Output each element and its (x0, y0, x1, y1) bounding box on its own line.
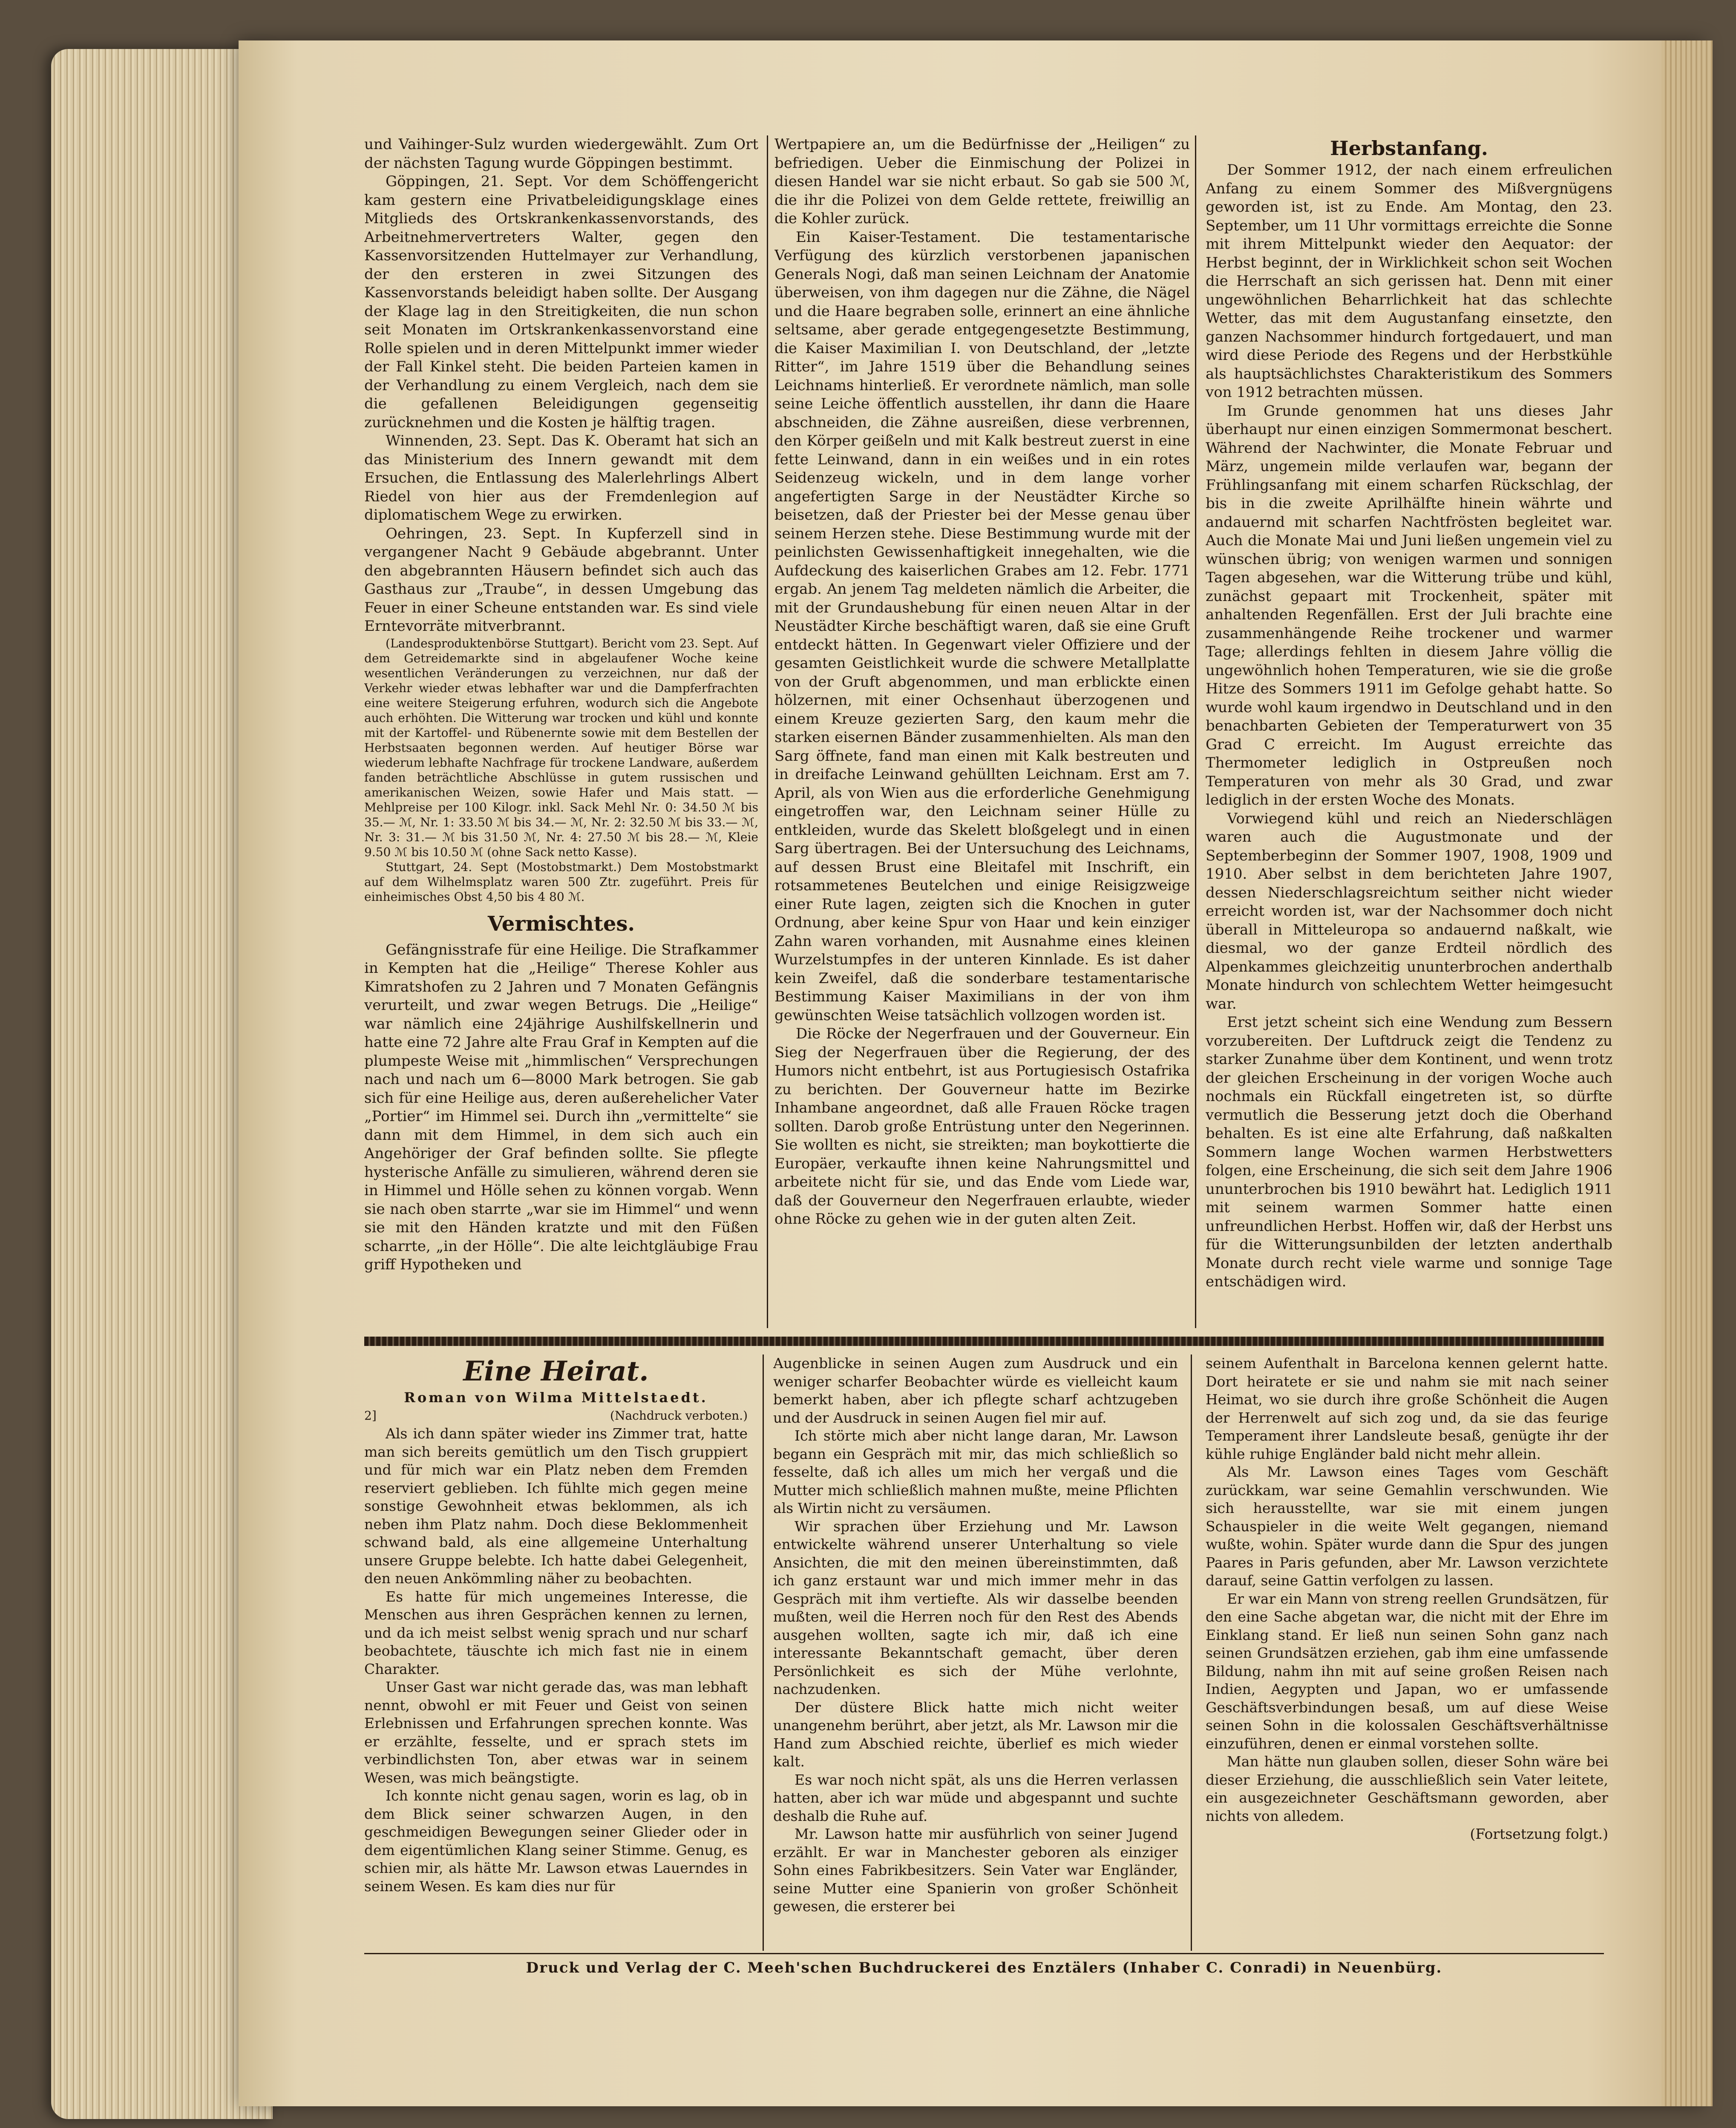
paragraph: Er war ein Mann von streng reellen Grundsätzen, für den eine Sache abgetan war, die nicht mit der Ehre im Einklang stand. Er ließ nun seinen Sohn ganz nach seinen Grundsätzen erziehen, gab ihm eine umfassende Bildung, nahm ihn mit auf seine großen Reisen nach Indien, Aegypten und Japan, wo er umfassende Geschäftsverbindungen besaß, um auf diese Weise seinen Sohn in die kolossalen Geschäftsverhältnisse einzuführen, denen er einmal vorstehen sollte. (1206, 1590, 1608, 1752)
paragraph: Es war noch nicht spät, als uns die Herren verlassen hatten, aber ich war müde und abgespannt und suchte deshalb die Ruhe auf. (773, 1771, 1178, 1824)
installment-number: 2] (364, 1408, 377, 1423)
reprint-notice: (Nachdruck verboten.) (610, 1408, 748, 1423)
section-heading-herbstanfang: Herbstanfang. (1330, 137, 1488, 160)
imprint-footer: Druck und Verlag der C. Meeh'schen Buchdruckerei des Enztälers (Inhaber C. Conradi) in Neuenbürg. (526, 1959, 1442, 1976)
section-heading-vermischtes: Vermischtes. (487, 912, 635, 936)
novel-column-1 (364, 1354, 748, 1951)
column-divider (1191, 1354, 1192, 1951)
paragraph: Augenblicke in seinen Augen zum Ausdruck und ein weniger scharfer Beobachter würde es vielleicht kaum bemerkt haben, aber ich pflegte scharf achtzugeben und der Ausdruck in seinen Augen fiel mir auf. (773, 1355, 1178, 1426)
right-page-edge (1661, 40, 1713, 2106)
continuation-notice: (Fortsetzung folgt.) (1470, 1826, 1608, 1842)
section-separator (364, 1337, 1604, 1346)
column-divider (1195, 135, 1196, 1328)
column-1 (364, 135, 758, 1328)
column-divider (763, 1354, 764, 1951)
column-divider (767, 135, 768, 1328)
paragraph: Erst jetzt scheint sich eine Wendung zum Bessern vorzubereiten. Der Luftdruck zeigt die Tendenz zu starker Zunahme über dem Kontinent, und wenn trotz der gleichen Erscheinung in der vorigen Woche auch nochmals ein Rückfall eingetreten ist, so dürfte vermutlich die Besserung jetzt doch die Oberhand behalten. Es ist eine alte Erfahrung, daß naßkalten Sommern lange Wochen warmen Herbstwetters folgen, eine Erscheinung, die sich seit dem Jahre 1906 ununterbrochen bis 1910 bewährt hat. Lediglich 1911 mit seinem warmen Sommer hatte einen unfreundlichen Herbst. Hoffen wir, daß der Herbst uns für die Witterungsunbilden der letzten anderthalb Monate durch recht viele warme und sonnige Tage entschädigen wird. (1206, 1014, 1612, 1290)
story-negerfrauen: Die Röcke der Negerfrauen und der Gouverneur. Ein Sieg der Negerfrauen über die Regierung, der des Humors nicht entbehrt, ist aus Portugiesisch Ostafrika zu berichten. Der Gouverneur hatte im Bezirke Inhambane angeordnet, daß alle Frauen Röcke tragen sollten. Darob große Entrüstung unter den Negerinnen. Sie wollten es nicht, sie streikten; man boykottierte die Europäer, verkaufte ihnen keine Nahrungsmittel und arbeitete nicht für sie, und das Ende vom Liede war, daß der Gouverneur den Negerfrauen erlaubte, wieder ohne Röcke zu gehen wie in der guten alten Zeit. (774, 1025, 1190, 1228)
novel-title: Eine Heirat. (463, 1355, 649, 1387)
column-3 (1206, 135, 1612, 1328)
paragraph: Ich konnte nicht genau sagen, worin es lag, ob in dem Blick seiner schwarzen Augen, in den geschmeidigen Bewegungen seiner Glieder oder in dem eigentümlichen Klang seiner Stimme. Genug, es schien mir, als hätte Mr. Lawson etwas Lauerndes in seinem Wesen. Es kam dies nur für (364, 1787, 748, 1895)
footer-rule (364, 1953, 1604, 1954)
market-report-stuttgart: Stuttgart, 24. Sept (Mostobstmarkt.) Dem Mostobstmarkt auf dem Wilhelmsplatz waren 500 Ztr. zugeführt. Preis für einheimisches Obst 4,50 bis 4 80 ℳ. (364, 860, 758, 904)
paragraph: Wir sprachen über Erziehung und Mr. Lawson entwickelte während unserer Unterhaltung so viele Ansichten, die mit den meinen übereinstimmten, daß ich ganz erstaunt war und mich immer mehr in das Gespräch mit ihm vertiefte. Als wir dasselbe beenden mußten, weil die Herren noch für den Rest des Abends ausgehen wollten, sagte ich mir, daß ich eine interessante Bekanntschaft gemacht, über deren Persönlichkeit es sich der Mühe verlohnte, nachzudenken. (773, 1518, 1178, 1697)
news-item-oehringen: Oehringen, 23. Sept. In Kupferzell sind in vergangener Nacht 9 Gebäude abgebrannt. Unter den abgebrannten Häusern befindet sich auch das Gasthaus zur „Traube“, in dessen Umgebung das Feuer in einer Scheune entstanden war. Es sind viele Erntevorräte mitverbrannt. (364, 525, 758, 635)
paragraph: Als ich dann später wieder ins Zimmer trat, hatte man sich bereits gemütlich um den Tisch gruppiert und für mich war ein Platz neben dem Fremden reserviert geblieben. Ich fühlte mich gegen meine sonstige Gewohnheit etwas beklommen, als ich neben ihm Platz nahm. Doch diese Beklommenheit schwand bald, als eine allgemeine Unterhaltung unsere Gruppe belebte. Ich hatte dabei Gelegenheit, den neuen Ankömmling näher zu beobachten. (364, 1425, 748, 1587)
paragraph: Es hatte für mich ungemeines Interesse, die Menschen aus ihren Gesprächen kennen zu lernen, und da ich meist selbst wenig sprach und nur scharf beobachtete, täuschte ich mich fast nie in einem Charakter. (364, 1588, 748, 1677)
paragraph: Man hätte nun glauben sollen, dieser Sohn wäre bei dieser Erziehung, die ausschließlich sein Vater leitete, ein ausgezeichneter Geschäftsmann geworden, aber nichts von alledem. (1206, 1753, 1608, 1824)
story-kaiser-testament: Ein Kaiser-Testament. Die testamentarische Verfügung des kürzlich verstorbenen japanischen Generals Nogi, daß man seinen Leichnam der Anatomie überweisen, von ihm dagegen nur die Zähne, die Nägel und die Haare begraben solle, erinnert an eine ähnliche seltsame, aber gerade entgegengesetzte Bestimmung, die Kaiser Maximilian I. von Deutschland, der „letzte Ritter“, im Jahre 1519 über die Behandlung seines Leichnams hinterließ. Er verordnete nämlich, man solle seine Leiche öffentlich ausstellen, ihr dann die Haare abschneiden, die Zähne ausreißen, diese verbrennen, den Körper geißeln und mit Kalk bestreut zuerst in eine fette Leinwand, dann in ein weißes und in ein rotes Seidenzeug wickeln, und in dem lange vorher angefertigten Sarge in der Neustädter Kirche so beisetzen, daß der Priester bei der Messe genau über seinem Herzen stehe. Diese Bestimmung wurde mit der peinlichsten Gewissenhaftigkeit innegehalten, wie die Aufdeckung des kaiserlichen Grabes am 12. Febr. 1771 ergab. An jenem Tag meldeten nämlich die Arbeiter, die mit der Grundaushebung für einen neuen Altar in der Neustädter Kirche beschäftigt waren, daß sie eine Gruft entdeckt hätten. In Gegenwart vieler Offiziere und der gesamten Geistlichkeit wurde die schwere Metallplatte von der Gruft abgenommen, und man erblickte einen hölzernen, mit einer Ochsenhaut überzogenen und einem Kreuze gezierten Sarg, den kaum mehr die starken eisernen Bänder zusammenhielten. Als man den Sarg öffnete, fand man einen mit Kalk bestreuten und in dreifache Leinwand gehüllten Leichnam. Erst am 7. April, als von Wien aus die erforderliche Genehmigung eingetroffen war, den Leichnam seiner Hülle zu entkleiden, wurde das Skelett bloßgelegt und in einen Sarg übertragen. Bei der Untersuchung des Leichnams, auf dessen Brust eine Bleitafel mit Inschrift, ein rotsammetenes Beutelchen und einige Reisigzweige einer Rute lagen, zeigten sich die Knochen in guter Ordnung, aber keine Spur von Haar und kein einziger Zahn waren vorhanden, mit Ausnahme eines kleinen Wurzelstumpfes in der unteren Kinnlade. Es ist daher kein Zweifel, daß die sonderbare testamentarische Bestimmung Kaiser Maximilians in der von ihm gewünschten Weise tatsächlich vollzogen worden ist. (774, 228, 1190, 1024)
paragraph: Im Grunde genommen hat uns dieses Jahr überhaupt nur einen einzigen Sommermonat beschert. Während der Nachwinter, die Monate Februar und März, ungemein milde verlaufen war, begann der Frühlingsanfang mit einem scharfen Rückschlag, der bis in die zweite Aprilhälfte hinein währte und andauernd mit scharfen Nachtfrösten begleitet war. Auch die Monate Mai und Juni ließen ungemein viel zu wünschen übrig; von wenigen warmen und sonnigen Tagen abgesehen, war die Witterung trübe und kühl, zunächst gepaart mit Trockenheit, später mit anhaltenden Regenfällen. Erst der Juli brachte eine zusammenhängende Reihe trockener und warmer Tage; allerdings fehlten in diesem Jahre völlig die ungewöhnlich hohen Temperaturen, wie sie die große Hitze des Sommers 1911 im Gefolge gehabt hatte. So wurde wohl kaum irgendwo in Deutschland und in den benachbarten Gebieten der Temperaturwert von 35 Grad C erreicht. Im August erreichte das Thermometer lediglich in Ostpreußen noch Temperaturen von mehr als 30 Grad, und zwar lediglich in der ersten Woche des Monats. (1206, 402, 1612, 808)
paragraph: Der Sommer 1912, der nach einem erfreulichen Anfang zu einem Sommer des Mißvergnügens geworden ist, ist zu Ende. Am Montag, den 23. September, um 11 Uhr vormittags erreichte die Sonne mit ihrem Mittelpunkt wieder den Aequator: der Herbst beginnt, der in Wirklichkeit schon seit Wochen die Herrschaft an sich gerissen hat. Denn mit einer ungewöhnlichen Beharrlichkeit hat das schlechte Wetter, das mit dem Augustanfang einsetzte, den ganzen Nachsommer hindurch fortgedauert, und man wird diese Periode des Regens und der Herbstkühle als hauptsächlichstes Charakteristikum des Sommers von 1912 betrachten müssen. (1206, 161, 1612, 401)
novel-subtitle: Roman von Wilma Mittelstaedt. (404, 1389, 708, 1406)
novel-column-3 (1206, 1354, 1608, 1951)
paragraph: Vorwiegend kühl und reich an Niederschlägen waren auch die Augustmonate und der Septemberbeginn der Sommer 1907, 1908, 1909 und 1910. Aber selbst in dem berichteten Jahre 1907, dessen Niederschlagsreichtum seither nicht wieder erreicht worden ist, war der Nachsommer doch nicht überall in Mitteleuropa so andauernd naßkalt, wie diesmal, wo der ganze Erdteil nördlich des Alpenkammes gleichzeitig ununterbrochen anderthalb Monate hindurch von schlechtem Wetter heimgesucht war. (1206, 810, 1612, 1012)
novel-column-2 (773, 1354, 1178, 1951)
paragraph: Der düstere Blick hatte mich nicht weiter unangenehm berührt, aber jetzt, als Mr. Lawson mir die Hand zum Abschied reichte, überlief es mich wieder kalt. (773, 1699, 1178, 1770)
paragraph: Unser Gast war nicht gerade das, was man lebhaft nennt, obwohl er mit Feuer und Geist von seinen Erlebnissen und Erfahrungen sprechen konnte. Was er erzählte, fesselte, und er sprach stets im verbindlichsten Ton, aber etwas war in seinem Wesen, was mich beängstigte. (364, 1679, 748, 1786)
news-item-winnenden: Winnenden, 23. Sept. Das K. Oberamt hat sich an das Ministerium des Innern gewandt mit dem Ersuchen, die Entlassung des Malerlehrlings Albert Riedel von hier aus der Fremdenlegion auf diplomatischem Wege zu erwirken. (364, 432, 758, 523)
paragraph: und Vaihinger-Sulz wurden wiedergewählt. Zum Ort der nächsten Tagung wurde Göppingen bestimmt. (364, 136, 758, 172)
paragraph: Als Mr. Lawson eines Tages vom Geschäft zurückkam, war seine Gemahlin verschwunden. Wie sich herausstellte, war sie mit einem jungen Schauspieler in die weite Welt gegangen, niemand wußte, wohin. Später wurde dann die Spur des jungen Paares in Paris gefunden, aber Mr. Lawson verzichtete darauf, seine Gattin verfolgen zu lassen. (1206, 1464, 1608, 1589)
paragraph: seinem Aufenthalt in Barcelona kennen gelernt hatte. Dort heiratete er sie und nahm sie mit nach seiner Heimat, wo sie durch ihre große Schönheit die Augen der Herrenwelt auf sich zog und, da sie das feurige Temperament ihrer Landsleute besaß, genügte ihr der kühle ruhige Engländer bald nicht mehr allein. (1206, 1355, 1608, 1462)
paragraph: Ich störte mich aber nicht lange daran, Mr. Lawson begann ein Gespräch mit mir, das mich schließlich so fesselte, daß ich alles um mich her vergaß und die Mutter mich schließlich mahnen mußte, meine Pflichten als Wirtin nicht zu versäumen. (773, 1427, 1178, 1516)
paragraph: Mr. Lawson hatte mir ausführlich von seiner Jugend erzählt. Er war in Manchester geboren als einziger Sohn eines Fabrikbesitzers. Sein Vater war Engländer, seine Mutter eine Spanierin von großer Schönheit gewesen, die ersterer bei (773, 1826, 1178, 1915)
news-item-goeppingen: Göppingen, 21. Sept. Vor dem Schöffengericht kam gestern eine Privatbeleidigungsklage eines Mitglieds des Ortskrankenkassenvorstands, des Arbeitnehmervertreters Walter, gegen den Kassenvorsitzenden Huttelmayer zur Verhandlung, der den ersteren in zwei Sitzungen des Kassenvorstands beleidigt haben sollte. Der Ausgang der Klage lag in den Streitigkeiten, die nun schon seit Monaten im Ortskrankenkassenvorstand eine Rolle spielen und in deren Mittelpunkt immer wieder der Fall Kinkel steht. Die beiden Parteien kamen in der Verhandlung zu einem Vergleich, nach dem sie die gefallenen Beleidigungen gegenseitig zurücknehmen und die Kosten je hälftig tragen. (364, 173, 758, 431)
column-2 (774, 135, 1190, 1328)
paragraph: Wertpapiere an, um die Bedürfnisse der „Heiligen“ zu befriedigen. Ueber die Einmischung der Polizei in diesen Handel war sie nicht erbaut. So gab sie 500 ℳ, die ihr die Polizei von dem Gelde rettete, freiwillig an die Kohler zurück. (774, 136, 1190, 227)
market-report: (Landesproduktenbörse Stuttgart). Bericht vom 23. Sept. Auf dem Getreidemarkte sind in abgelaufener Woche keine wesentlichen Veränderungen zu verzeichnen, nur daß der Verkehr wieder etwas lebhafter war und die Dampferfrachten eine weitere Steigerung erfuhren, wodurch sich die Angebote auch erhöhten. Die Witterung war trocken und kühl und konnte mit der Kartoffel- und Rübenernte sowie mit dem Bestellen der Herbstsaaten begonnen werden. Auf heutiger Börse war wiederum lebhafte Nachfrage für trockene Landware, außerdem fanden beträchtliche Abschlüsse in gutem russischen und amerikanischen Weizen, sowie Hafer und Mais statt. — Mehlpreise per 100 Kilogr. inkl. Sack Mehl Nr. 0: 34.50 ℳ bis 35.— ℳ, Nr. 1: 33.50 ℳ bis 34.— ℳ, Nr. 2: 32.50 ℳ bis 33.— ℳ, Nr. 3: 31.— ℳ bis 31.50 ℳ, Nr. 4: 27.50 ℳ bis 28.— ℳ, Kleie 9.50 ℳ bis 10.50 ℳ (ohne Sack netto Kasse). (364, 636, 758, 859)
story-gefaengnisstrafe: Gefängnisstrafe für eine Heilige. Die Strafkammer in Kempten hat die „Heilige“ Therese Kohler aus Kimratshofen zu 2 Jahren und 7 Monaten Gefängnis verurteilt, und zwar wegen Betrugs. Die „Heilige“ war nämlich eine 24jährige Aushilfskellnerin und hatte eine 72 Jahre alte Frau Graf in Kempten auf die plumpeste Weise mit „himmlischen“ Versprechungen nach und nach um 6—8000 Mark betrogen. Sie gab sich für eine Heilige aus, deren außerehelicher Vater „Portier“ im Himmel sei. Durch ihn „vermittelte“ sie dann mit dem Himmel, in dem sich auch ein Angehöriger der Graf befinden sollte. Sie pflegte hysterische Anfälle zu simulieren, während deren sie in Himmel und Hölle sehen zu können vorgab. Wenn sie nach oben starrte „war sie im Himmel“ und wenn sie mit den Händen kratzte und mit den Füßen scharrte, „in der Hölle“. Die alte leichtgläubige Frau griff Hypotheken und (364, 941, 758, 1273)
